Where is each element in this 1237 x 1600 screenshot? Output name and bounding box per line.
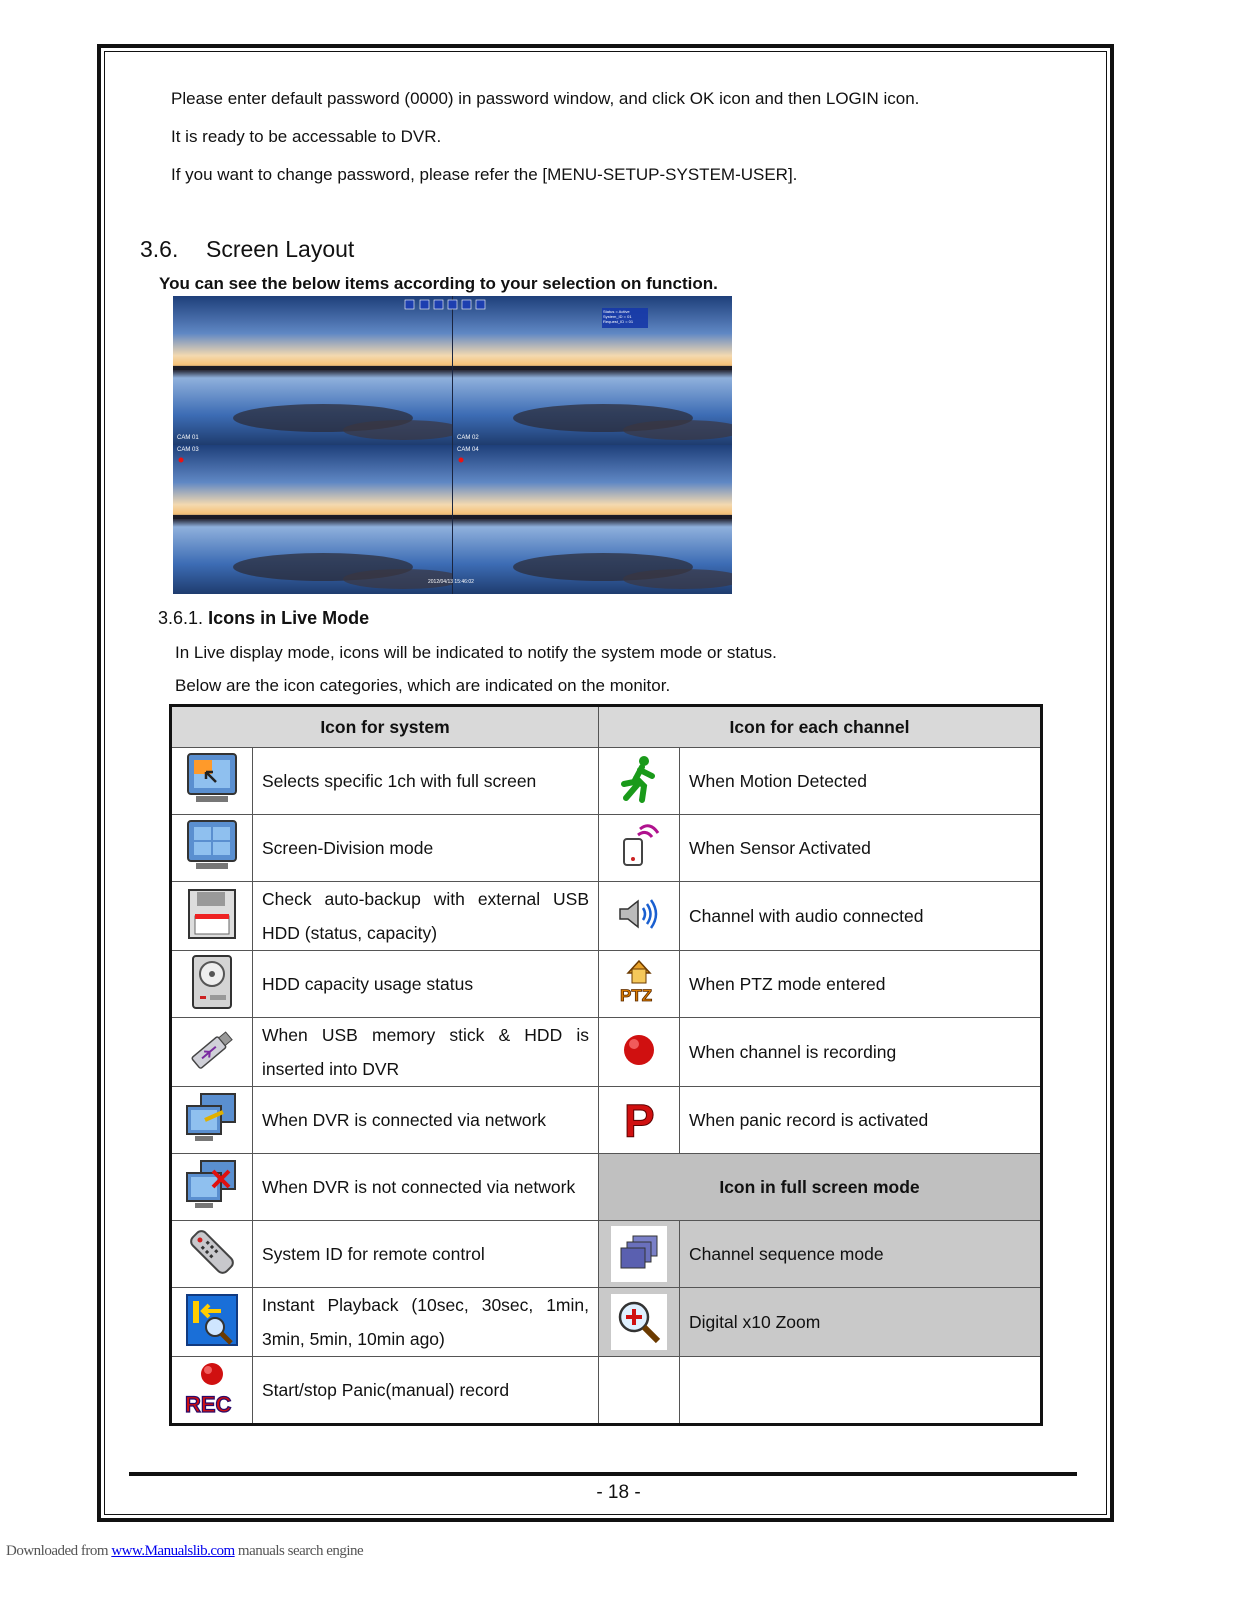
network-connected-icon bbox=[171, 1087, 253, 1154]
svg-text:REC: REC bbox=[185, 1391, 232, 1416]
channel-text-2: When Sensor Activated bbox=[680, 815, 1042, 882]
hdd-icon bbox=[171, 951, 253, 1018]
speaker-audio-icon bbox=[599, 882, 680, 951]
system-text-9: Instant Playback (10sec, 30sec, 1min, 3min, 5min, 10min ago) bbox=[253, 1288, 599, 1357]
zoom-icon bbox=[599, 1288, 680, 1357]
cam-label-1: CAM 01 bbox=[177, 435, 199, 441]
system-text-6: When DVR is connected via network bbox=[253, 1087, 599, 1154]
network-disconnected-icon bbox=[171, 1154, 253, 1221]
cam-label-3: CAM 03 bbox=[177, 447, 199, 453]
ptz-icon bbox=[599, 951, 680, 1018]
header-icon-for-system: Icon for system bbox=[171, 706, 599, 748]
remote-control-icon bbox=[171, 1221, 253, 1288]
header-icon-in-full-screen: Icon in full screen mode bbox=[599, 1154, 1042, 1221]
motion-running-man-icon bbox=[599, 748, 680, 815]
cam-view-2 bbox=[453, 296, 732, 445]
subsection-title: Icons in Live Mode bbox=[208, 608, 370, 628]
system-text-3: Check auto-backup with external USB HDD (status, capacity) bbox=[253, 882, 599, 951]
status-box: Status = Active System_ID = 01 Request_ID = 01 bbox=[603, 309, 634, 324]
footer-rule bbox=[129, 1472, 1077, 1476]
download-footer bbox=[6, 1543, 363, 1560]
screen-division-icon bbox=[171, 815, 253, 882]
instant-playback-icon bbox=[171, 1288, 253, 1357]
cam-label-4: CAM 04 bbox=[457, 447, 479, 453]
cam-view-1 bbox=[173, 296, 452, 445]
subsection-number: 3.6.1. bbox=[158, 608, 204, 628]
section-heading bbox=[140, 236, 354, 263]
icons-table bbox=[169, 704, 1043, 1426]
channel-text-5: When channel is recording bbox=[680, 1018, 1042, 1087]
section-number: 3.6. bbox=[140, 236, 179, 262]
system-text-5: When USB memory stick & HDD is inserted into DVR bbox=[253, 1018, 599, 1087]
floppy-backup-icon bbox=[171, 882, 253, 951]
panic-p-icon bbox=[599, 1087, 680, 1154]
svg-text:PTZ: PTZ bbox=[620, 985, 653, 1005]
empty-cell-icon bbox=[599, 1357, 680, 1425]
section-subtitle: You can see the below items according to your selection on function. bbox=[159, 274, 718, 293]
fullscreen-1ch-icon bbox=[171, 748, 253, 815]
intro-line-2: It is ready to be accessable to DVR. bbox=[171, 127, 442, 146]
screen-timestamp: 2012/04/13 15:46:02 bbox=[428, 579, 474, 585]
svg-text:P: P bbox=[624, 1094, 655, 1141]
cam-view-4 bbox=[453, 445, 732, 594]
subsection-heading bbox=[158, 608, 369, 629]
section-title: Screen Layout bbox=[206, 236, 355, 262]
channel-text-6: When panic record is activated bbox=[680, 1087, 1042, 1154]
download-prefix: Downloaded from bbox=[6, 1543, 112, 1559]
system-text-2: Screen-Division mode bbox=[253, 815, 599, 882]
intro-line-3: If you want to change password, please refer the [MENU-SETUP-SYSTEM-USER]. bbox=[171, 165, 798, 184]
rec-icon bbox=[171, 1357, 253, 1425]
channel-text-4: When PTZ mode entered bbox=[680, 951, 1042, 1018]
intro-line-1: Please enter default password (0000) in password window, and click OK icon and then LOGIN icon. bbox=[171, 89, 920, 108]
system-text-10: Start/stop Panic(manual) record bbox=[253, 1357, 599, 1425]
page-number: - 18 - bbox=[596, 1482, 641, 1503]
header-icon-for-channel: Icon for each channel bbox=[599, 706, 1042, 748]
system-text-7: When DVR is not connected via network bbox=[253, 1154, 599, 1221]
fullscreen-text-2: Digital x10 Zoom bbox=[680, 1288, 1042, 1357]
system-text-8: System ID for remote control bbox=[253, 1221, 599, 1288]
dvr-screen-layout-image bbox=[173, 296, 732, 594]
channel-text-1: When Motion Detected bbox=[680, 748, 1042, 815]
fullscreen-text-1: Channel sequence mode bbox=[680, 1221, 1042, 1288]
system-text-4: HDD capacity usage status bbox=[253, 951, 599, 1018]
system-text-1: Selects specific 1ch with full screen bbox=[253, 748, 599, 815]
subsection-desc-2: Below are the icon categories, which are indicated on the monitor. bbox=[175, 676, 671, 695]
sensor-icon bbox=[599, 815, 680, 882]
recording-dot-icon bbox=[599, 1018, 680, 1087]
subsection-desc-1: In Live display mode, icons will be indicated to notify the system mode or status. bbox=[175, 643, 777, 662]
empty-cell-text bbox=[680, 1357, 1042, 1425]
download-suffix: manuals search engine bbox=[234, 1543, 364, 1559]
cam-view-3 bbox=[173, 445, 452, 594]
cam-label-2: CAM 02 bbox=[457, 435, 479, 441]
sequence-mode-icon bbox=[599, 1221, 680, 1288]
manualslib-link[interactable]: www.Manualslib.com bbox=[111, 1543, 235, 1559]
usb-stick-icon bbox=[171, 1018, 253, 1087]
channel-text-3: Channel with audio connected bbox=[680, 882, 1042, 951]
playback-toolbar bbox=[403, 298, 493, 316]
